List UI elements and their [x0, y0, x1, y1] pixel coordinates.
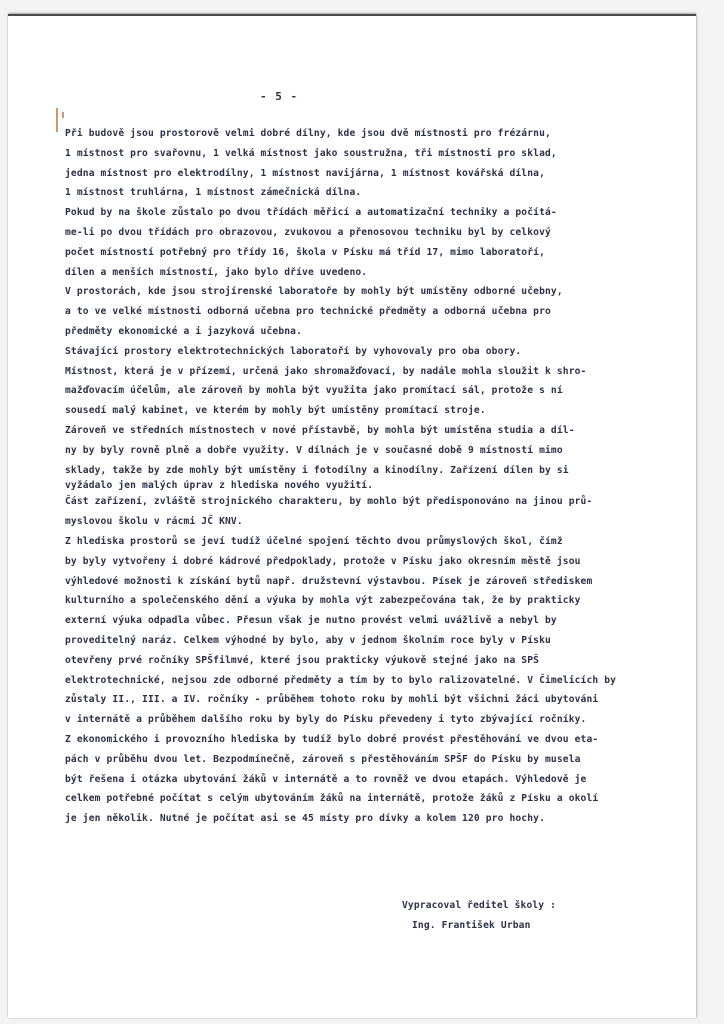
text-line: zůstaly II., III. a IV. ročníky - průběhem tohoto roku by mohli být všichni žáci ubytováni [65, 694, 599, 706]
body-text [65, 124, 655, 829]
text-line: je jen několik. Nutné je počítat asi se 45 místy pro dívky a kolem 120 pro hochy. [65, 813, 545, 825]
text-line: dílen a menších místností, jako bylo dříve uvedeno. [65, 266, 368, 278]
text-line: Část zařízení, zvláště strojnického charakteru, by mohlo být předisponováno na jinou prů- [65, 496, 593, 508]
text-line: kulturního a společenského dění a výuka by mohla výt zabezpečována tak, že by prakticky [65, 595, 581, 607]
text-line: být řešena i otázka ubytování žáků v internátě a to rovněž ve dvou etapách. Výhledově je [65, 773, 587, 785]
text-line: počet místností potřebný pro třídy 16, škola v Písku má tříd 17, mimo laboratoří, [65, 246, 545, 258]
text-line: by byly vytvořeny i dobré kádrové předpoklady, protože v Písku jako okresním městě jsou [65, 555, 581, 567]
page-number: - 5 - [260, 90, 299, 103]
signature-block [402, 896, 556, 936]
text-line: celkem potřebné počítat s celým ubytováním žáků na internátě, protože žáků z Písku a okolí [65, 793, 599, 805]
text-line: Při budově jsou prostorově velmi dobré dílny, kde jsou dvě místnosti pro frézárnu, [65, 128, 551, 139]
text-line: mažďovacím účelům, ale zároveň by mohla být využita jako promítací sál, protože s ní [65, 385, 563, 397]
text-line: výhledové možnosti k získání bytů např. družstevní výstavbou. Písek je zároveň střediskem [65, 575, 593, 587]
text-line: vyžádalo jen malých úprav z hlediska nového využití. [65, 480, 374, 492]
text-line: ny by byly rovně plně a dobře využity. V dílnách je v současné době 9 místností mimo [65, 444, 563, 456]
text-line: otevřeny prvé ročníky SPŠfilmvé, které jsou prakticky výukově stejné jako na SPŠ [65, 654, 540, 666]
text-line: Pokud by na škole zůstalo po dvou třídách měřicí a automatizační techniky a počítá- [65, 207, 557, 219]
text-line: Z hlediska prostorů se jeví tudíž účelné spojení těchto dvou průmyslových škol, čímž [65, 535, 563, 547]
text-line: 1 místnost truhlárna, 1 místnost zámečnická dílna. [65, 187, 362, 199]
text-line: me-li po dvou třídách pro obrazovou, zvukovou a přenosovou techniku byl by celkový [65, 226, 551, 238]
text-line: myslovou školu v rácmi JČ KNV. [65, 516, 243, 528]
text-line: Místnost, která je v přízemí, určená jako shromažďovací, by nadále mohla sloužit k shro- [65, 365, 587, 377]
text-line: 1 místnost pro svařovnu, 1 velká místnost jako soustružna, tři místnosti pro sklad, [65, 147, 557, 159]
text-line: proveditelný naráz. Celkem výhodné by bylo, aby v jednom školním roce byly v Písku [65, 634, 551, 646]
text-line: v internátě a průběhem dalšího roku by byly do Písku převedeny i tyto zbývající ročníky. [65, 714, 587, 726]
text-line: pách v průběhu dvou let. Bezpodmínečně, zároveň s přestěhováním SPŠF do Písku by musela [65, 753, 581, 765]
document-page [8, 14, 696, 1018]
text-line: sklady, takže by zde mohly být umístěny i fotodílny a kinodílny. Zařízení dílen by si [65, 464, 569, 476]
text-line: externí výuka odpadla vůbec. Přesun však je nutno provést velmi uvážlivě a nebyl by [65, 615, 557, 627]
text-line: elektrotechnické, nejsou zde odborné předměty a tím by to bylo ralizovatelné. V Čimelicích by [65, 674, 617, 686]
text-line: V prostorách, kde jsou strojírenské laboratoře by mohly být umístěny odborné učebny, [65, 286, 563, 298]
margin-pen-mark-small [62, 112, 64, 118]
signature-name: Ing. František Urban [412, 920, 531, 931]
signature-title: Vypracoval ředitel školy : [402, 900, 557, 911]
text-line: sousedí malý kabinet, ve kterém by mohly být umístěny promítací stroje. [65, 405, 486, 417]
text-line: jedna místnost pro elektrodílny, 1 místnost navijárna, 1 místnost kovářská dílna, [65, 167, 545, 179]
margin-pen-mark [56, 108, 58, 132]
text-line: Stávající prostory elektrotechnických laboratoří by vyhovovaly pro oba obory. [65, 345, 522, 357]
text-line: Zároveň ve středních místnostech v nové přístavbě, by mohla být umístěna studia a díl- [65, 424, 575, 436]
text-line: předměty ekonomické a i jazyková učebna. [65, 325, 303, 337]
text-line: a to ve velké místnosti odborná učebna pro technické předměty a odborná učebna pro [65, 306, 551, 318]
text-line: Z ekonomického i provozního hlediska by tudíž bylo dobré provést přestěhování ve dvou eta- [65, 733, 599, 745]
